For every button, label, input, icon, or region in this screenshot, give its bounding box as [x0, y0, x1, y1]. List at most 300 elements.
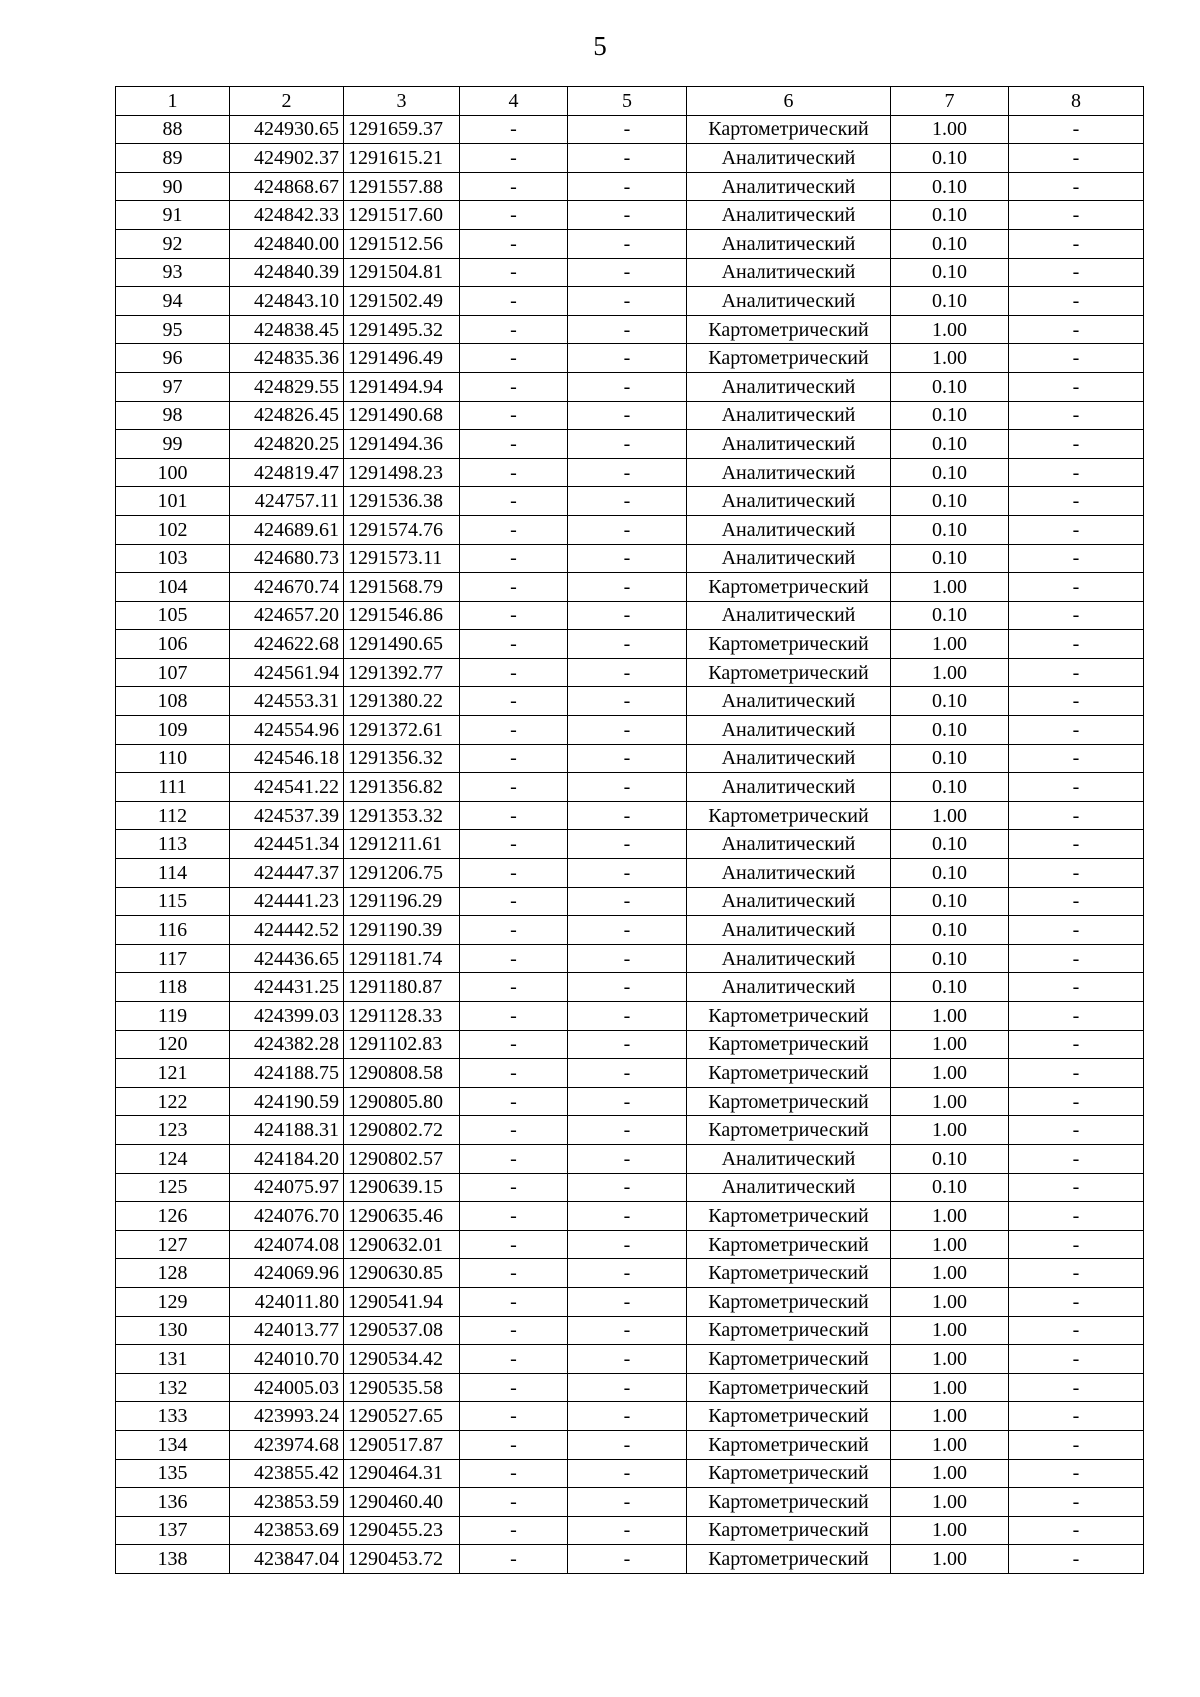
cell-col-4: - [460, 830, 568, 859]
cell-col-4: - [460, 1059, 568, 1088]
cell-y-coordinate: 1290535.58 [344, 1373, 460, 1402]
cell-point-number: 132 [116, 1373, 230, 1402]
cell-method: Аналитический [687, 1144, 891, 1173]
table-row [116, 115, 1144, 144]
table-row [116, 573, 1144, 602]
cell-col-5: - [568, 1202, 687, 1231]
cell-y-coordinate: 1290527.65 [344, 1402, 460, 1431]
cell-accuracy: 1.00 [891, 1002, 1009, 1031]
cell-method: Картометрический [687, 1316, 891, 1345]
cell-x-coordinate: 424680.73 [230, 544, 344, 573]
cell-y-coordinate: 1291356.82 [344, 773, 460, 802]
cell-x-coordinate: 423853.59 [230, 1488, 344, 1517]
cell-x-coordinate: 424184.20 [230, 1144, 344, 1173]
table-row [116, 1259, 1144, 1288]
cell-accuracy: 0.10 [891, 201, 1009, 230]
cell-accuracy: 1.00 [891, 115, 1009, 144]
cell-method: Аналитический [687, 458, 891, 487]
cell-accuracy: 1.00 [891, 1202, 1009, 1231]
cell-point-number: 98 [116, 401, 230, 430]
cell-y-coordinate: 1291372.61 [344, 716, 460, 745]
cell-point-number: 125 [116, 1173, 230, 1202]
cell-point-number: 117 [116, 944, 230, 973]
cell-accuracy: 1.00 [891, 1488, 1009, 1517]
cell-x-coordinate: 424838.45 [230, 315, 344, 344]
cell-point-number: 112 [116, 801, 230, 830]
cell-point-number: 110 [116, 744, 230, 773]
cell-accuracy: 0.10 [891, 973, 1009, 1002]
cell-col-8: - [1009, 630, 1144, 659]
cell-col-8: - [1009, 716, 1144, 745]
cell-x-coordinate: 424554.96 [230, 716, 344, 745]
cell-method: Картометрический [687, 1202, 891, 1231]
column-header-2: 2 [230, 87, 344, 116]
cell-col-5: - [568, 372, 687, 401]
cell-y-coordinate: 1290635.46 [344, 1202, 460, 1231]
cell-col-5: - [568, 487, 687, 516]
cell-col-8: - [1009, 1173, 1144, 1202]
cell-point-number: 121 [116, 1059, 230, 1088]
cell-accuracy: 1.00 [891, 801, 1009, 830]
cell-col-5: - [568, 258, 687, 287]
cell-col-4: - [460, 1116, 568, 1145]
cell-x-coordinate: 424819.47 [230, 458, 344, 487]
cell-col-5: - [568, 916, 687, 945]
cell-col-5: - [568, 430, 687, 459]
cell-col-8: - [1009, 1202, 1144, 1231]
table-row [116, 859, 1144, 888]
cell-col-5: - [568, 1030, 687, 1059]
cell-method: Аналитический [687, 544, 891, 573]
cell-col-5: - [568, 801, 687, 830]
cell-accuracy: 1.00 [891, 1287, 1009, 1316]
cell-method: Аналитический [687, 687, 891, 716]
cell-col-8: - [1009, 744, 1144, 773]
cell-x-coordinate: 424835.36 [230, 344, 344, 373]
table-row [116, 687, 1144, 716]
cell-col-4: - [460, 1144, 568, 1173]
table-row [116, 1488, 1144, 1517]
table-row [116, 258, 1144, 287]
cell-method: Аналитический [687, 773, 891, 802]
cell-point-number: 96 [116, 344, 230, 373]
cell-x-coordinate: 424622.68 [230, 630, 344, 659]
cell-point-number: 114 [116, 859, 230, 888]
cell-col-5: - [568, 344, 687, 373]
cell-col-4: - [460, 601, 568, 630]
cell-accuracy: 0.10 [891, 687, 1009, 716]
cell-point-number: 92 [116, 229, 230, 258]
cell-method: Аналитический [687, 287, 891, 316]
cell-y-coordinate: 1291196.29 [344, 887, 460, 916]
cell-method: Картометрический [687, 658, 891, 687]
cell-col-5: - [568, 973, 687, 1002]
cell-col-5: - [568, 172, 687, 201]
table-row [116, 944, 1144, 973]
cell-col-5: - [568, 544, 687, 573]
cell-method: Картометрический [687, 344, 891, 373]
cell-x-coordinate: 424190.59 [230, 1087, 344, 1116]
cell-y-coordinate: 1291496.49 [344, 344, 460, 373]
cell-point-number: 93 [116, 258, 230, 287]
cell-y-coordinate: 1291504.81 [344, 258, 460, 287]
cell-y-coordinate: 1290517.87 [344, 1430, 460, 1459]
cell-method: Картометрический [687, 1373, 891, 1402]
cell-accuracy: 0.10 [891, 430, 1009, 459]
cell-x-coordinate: 424442.52 [230, 916, 344, 945]
cell-col-8: - [1009, 916, 1144, 945]
cell-x-coordinate: 424840.00 [230, 229, 344, 258]
cell-point-number: 90 [116, 172, 230, 201]
cell-point-number: 138 [116, 1545, 230, 1574]
cell-accuracy: 1.00 [891, 1259, 1009, 1288]
cell-accuracy: 1.00 [891, 1059, 1009, 1088]
cell-x-coordinate: 423974.68 [230, 1430, 344, 1459]
cell-method: Аналитический [687, 172, 891, 201]
cell-col-8: - [1009, 372, 1144, 401]
cell-point-number: 88 [116, 115, 230, 144]
cell-x-coordinate: 424561.94 [230, 658, 344, 687]
cell-col-5: - [568, 887, 687, 916]
cell-x-coordinate: 424537.39 [230, 801, 344, 830]
cell-accuracy: 0.10 [891, 401, 1009, 430]
table-row [116, 1087, 1144, 1116]
cell-col-8: - [1009, 658, 1144, 687]
cell-point-number: 108 [116, 687, 230, 716]
cell-method: Картометрический [687, 1545, 891, 1574]
cell-method: Картометрический [687, 1287, 891, 1316]
cell-col-4: - [460, 716, 568, 745]
cell-method: Картометрический [687, 1259, 891, 1288]
cell-y-coordinate: 1291573.11 [344, 544, 460, 573]
cell-col-4: - [460, 573, 568, 602]
cell-method: Аналитический [687, 830, 891, 859]
cell-x-coordinate: 424188.75 [230, 1059, 344, 1088]
cell-accuracy: 0.10 [891, 372, 1009, 401]
cell-col-4: - [460, 430, 568, 459]
cell-method: Аналитический [687, 887, 891, 916]
cell-x-coordinate: 424546.18 [230, 744, 344, 773]
cell-point-number: 116 [116, 916, 230, 945]
cell-x-coordinate: 424069.96 [230, 1259, 344, 1288]
column-header-3: 3 [344, 87, 460, 116]
cell-point-number: 103 [116, 544, 230, 573]
cell-y-coordinate: 1290460.40 [344, 1488, 460, 1517]
table-row [116, 887, 1144, 916]
cell-col-4: - [460, 1259, 568, 1288]
cell-col-4: - [460, 859, 568, 888]
cell-col-8: - [1009, 601, 1144, 630]
cell-col-8: - [1009, 1545, 1144, 1574]
cell-col-4: - [460, 201, 568, 230]
cell-point-number: 107 [116, 658, 230, 687]
cell-method: Картометрический [687, 573, 891, 602]
cell-x-coordinate: 424840.39 [230, 258, 344, 287]
cell-x-coordinate: 424010.70 [230, 1345, 344, 1374]
table-row [116, 716, 1144, 745]
cell-y-coordinate: 1291568.79 [344, 573, 460, 602]
cell-col-4: - [460, 315, 568, 344]
cell-col-4: - [460, 487, 568, 516]
cell-col-5: - [568, 1545, 687, 1574]
cell-point-number: 123 [116, 1116, 230, 1145]
cell-accuracy: 0.10 [891, 859, 1009, 888]
cell-point-number: 137 [116, 1516, 230, 1545]
cell-x-coordinate: 424829.55 [230, 372, 344, 401]
cell-y-coordinate: 1290805.80 [344, 1087, 460, 1116]
cell-x-coordinate: 424011.80 [230, 1287, 344, 1316]
cell-point-number: 91 [116, 201, 230, 230]
cell-col-5: - [568, 773, 687, 802]
table-row [116, 229, 1144, 258]
cell-accuracy: 1.00 [891, 1087, 1009, 1116]
cell-accuracy: 0.10 [891, 744, 1009, 773]
cell-x-coordinate: 424451.34 [230, 830, 344, 859]
cell-x-coordinate: 424757.11 [230, 487, 344, 516]
table-row [116, 515, 1144, 544]
table-row [116, 1402, 1144, 1431]
cell-y-coordinate: 1290802.72 [344, 1116, 460, 1145]
cell-x-coordinate: 424689.61 [230, 515, 344, 544]
cell-accuracy: 0.10 [891, 601, 1009, 630]
cell-col-4: - [460, 773, 568, 802]
cell-col-4: - [460, 229, 568, 258]
cell-col-8: - [1009, 1144, 1144, 1173]
cell-col-8: - [1009, 201, 1144, 230]
cell-accuracy: 0.10 [891, 258, 1009, 287]
cell-y-coordinate: 1291494.94 [344, 372, 460, 401]
cell-col-5: - [568, 573, 687, 602]
cell-y-coordinate: 1291494.36 [344, 430, 460, 459]
cell-accuracy: 0.10 [891, 287, 1009, 316]
cell-point-number: 109 [116, 716, 230, 745]
table-row [116, 773, 1144, 802]
cell-y-coordinate: 1291574.76 [344, 515, 460, 544]
table-header [116, 87, 1144, 116]
cell-point-number: 130 [116, 1316, 230, 1345]
cell-x-coordinate: 424005.03 [230, 1373, 344, 1402]
table-row [116, 1430, 1144, 1459]
table-row [116, 1230, 1144, 1259]
cell-col-4: - [460, 258, 568, 287]
cell-col-4: - [460, 1516, 568, 1545]
cell-col-5: - [568, 1116, 687, 1145]
cell-method: Картометрический [687, 315, 891, 344]
cell-y-coordinate: 1291536.38 [344, 487, 460, 516]
cell-method: Картометрический [687, 1230, 891, 1259]
header-row [116, 87, 1144, 116]
cell-method: Аналитический [687, 916, 891, 945]
table-row [116, 430, 1144, 459]
cell-accuracy: 0.10 [891, 716, 1009, 745]
table-row [116, 916, 1144, 945]
cell-y-coordinate: 1291206.75 [344, 859, 460, 888]
cell-col-8: - [1009, 1430, 1144, 1459]
cell-col-5: - [568, 401, 687, 430]
cell-col-5: - [568, 830, 687, 859]
cell-accuracy: 0.10 [891, 916, 1009, 945]
cell-accuracy: 0.10 [891, 830, 1009, 859]
cell-method: Аналитический [687, 258, 891, 287]
table-row [116, 830, 1144, 859]
cell-col-5: - [568, 630, 687, 659]
table-row [116, 487, 1144, 516]
cell-y-coordinate: 1291392.77 [344, 658, 460, 687]
cell-col-5: - [568, 287, 687, 316]
cell-method: Аналитический [687, 973, 891, 1002]
cell-y-coordinate: 1291546.86 [344, 601, 460, 630]
cell-method: Аналитический [687, 744, 891, 773]
cell-accuracy: 1.00 [891, 1345, 1009, 1374]
table-body [116, 115, 1144, 1573]
cell-col-8: - [1009, 859, 1144, 888]
cell-method: Картометрический [687, 1488, 891, 1517]
cell-x-coordinate: 424553.31 [230, 687, 344, 716]
cell-col-8: - [1009, 1030, 1144, 1059]
cell-col-8: - [1009, 1002, 1144, 1031]
cell-y-coordinate: 1291498.23 [344, 458, 460, 487]
table-row [116, 144, 1144, 173]
cell-col-5: - [568, 859, 687, 888]
cell-col-8: - [1009, 1287, 1144, 1316]
cell-method: Аналитический [687, 515, 891, 544]
cell-accuracy: 1.00 [891, 1030, 1009, 1059]
cell-accuracy: 1.00 [891, 1230, 1009, 1259]
cell-col-4: - [460, 1230, 568, 1259]
cell-y-coordinate: 1291557.88 [344, 172, 460, 201]
cell-point-number: 115 [116, 887, 230, 916]
cell-col-5: - [568, 1373, 687, 1402]
cell-col-8: - [1009, 487, 1144, 516]
table-row [116, 1373, 1144, 1402]
cell-point-number: 94 [116, 287, 230, 316]
table-row [116, 1173, 1144, 1202]
table-row [116, 172, 1144, 201]
cell-col-4: - [460, 144, 568, 173]
cell-col-4: - [460, 372, 568, 401]
cell-point-number: 126 [116, 1202, 230, 1231]
cell-col-4: - [460, 1545, 568, 1574]
cell-col-4: - [460, 287, 568, 316]
column-header-8: 8 [1009, 87, 1144, 116]
cell-col-8: - [1009, 1259, 1144, 1288]
cell-method: Аналитический [687, 201, 891, 230]
cell-accuracy: 0.10 [891, 544, 1009, 573]
cell-point-number: 120 [116, 1030, 230, 1059]
cell-x-coordinate: 423993.24 [230, 1402, 344, 1431]
cell-point-number: 97 [116, 372, 230, 401]
cell-accuracy: 0.10 [891, 944, 1009, 973]
cell-col-8: - [1009, 944, 1144, 973]
cell-col-8: - [1009, 258, 1144, 287]
cell-col-4: - [460, 1430, 568, 1459]
cell-method: Картометрический [687, 630, 891, 659]
cell-point-number: 135 [116, 1459, 230, 1488]
cell-y-coordinate: 1290464.31 [344, 1459, 460, 1488]
cell-accuracy: 0.10 [891, 1144, 1009, 1173]
cell-col-5: - [568, 1430, 687, 1459]
cell-accuracy: 0.10 [891, 229, 1009, 258]
cell-y-coordinate: 1291615.21 [344, 144, 460, 173]
table-row [116, 801, 1144, 830]
cell-col-5: - [568, 229, 687, 258]
cell-y-coordinate: 1290455.23 [344, 1516, 460, 1545]
cell-col-5: - [568, 515, 687, 544]
cell-col-5: - [568, 1316, 687, 1345]
cell-col-8: - [1009, 1230, 1144, 1259]
cell-col-8: - [1009, 315, 1144, 344]
column-header-7: 7 [891, 87, 1009, 116]
cell-x-coordinate: 424188.31 [230, 1116, 344, 1145]
cell-col-8: - [1009, 1116, 1144, 1145]
cell-col-5: - [568, 1345, 687, 1374]
cell-col-8: - [1009, 1488, 1144, 1517]
cell-col-8: - [1009, 515, 1144, 544]
table-row [116, 1316, 1144, 1345]
table-row [116, 287, 1144, 316]
cell-col-5: - [568, 744, 687, 773]
cell-col-4: - [460, 801, 568, 830]
cell-point-number: 134 [116, 1430, 230, 1459]
cell-col-4: - [460, 1030, 568, 1059]
cell-x-coordinate: 424431.25 [230, 973, 344, 1002]
cell-col-5: - [568, 1230, 687, 1259]
cell-y-coordinate: 1290802.57 [344, 1144, 460, 1173]
cell-method: Картометрический [687, 1087, 891, 1116]
table-row [116, 658, 1144, 687]
cell-col-4: - [460, 1316, 568, 1345]
cell-method: Картометрический [687, 115, 891, 144]
cell-col-8: - [1009, 1402, 1144, 1431]
cell-col-8: - [1009, 1373, 1144, 1402]
cell-accuracy: 0.10 [891, 458, 1009, 487]
cell-method: Аналитический [687, 716, 891, 745]
cell-col-8: - [1009, 229, 1144, 258]
cell-col-8: - [1009, 1316, 1144, 1345]
cell-x-coordinate: 423847.04 [230, 1545, 344, 1574]
cell-accuracy: 0.10 [891, 1173, 1009, 1202]
cell-y-coordinate: 1291102.83 [344, 1030, 460, 1059]
cell-col-8: - [1009, 773, 1144, 802]
cell-accuracy: 1.00 [891, 1316, 1009, 1345]
cell-col-4: - [460, 1488, 568, 1517]
cell-accuracy: 1.00 [891, 1430, 1009, 1459]
cell-col-4: - [460, 973, 568, 1002]
cell-x-coordinate: 423855.42 [230, 1459, 344, 1488]
cell-point-number: 124 [116, 1144, 230, 1173]
cell-col-5: - [568, 1402, 687, 1431]
cell-x-coordinate: 424441.23 [230, 887, 344, 916]
cell-col-8: - [1009, 544, 1144, 573]
cell-accuracy: 1.00 [891, 1459, 1009, 1488]
table-row [116, 315, 1144, 344]
cell-method: Аналитический [687, 229, 891, 258]
cell-col-5: - [568, 1488, 687, 1517]
cell-col-5: - [568, 144, 687, 173]
cell-col-5: - [568, 115, 687, 144]
cell-y-coordinate: 1291659.37 [344, 115, 460, 144]
cell-col-4: - [460, 944, 568, 973]
cell-col-5: - [568, 1059, 687, 1088]
cell-col-4: - [460, 544, 568, 573]
table-row [116, 372, 1144, 401]
cell-x-coordinate: 424447.37 [230, 859, 344, 888]
cell-col-5: - [568, 201, 687, 230]
cell-col-4: - [460, 1173, 568, 1202]
cell-y-coordinate: 1290453.72 [344, 1545, 460, 1574]
cell-y-coordinate: 1291380.22 [344, 687, 460, 716]
cell-method: Аналитический [687, 601, 891, 630]
